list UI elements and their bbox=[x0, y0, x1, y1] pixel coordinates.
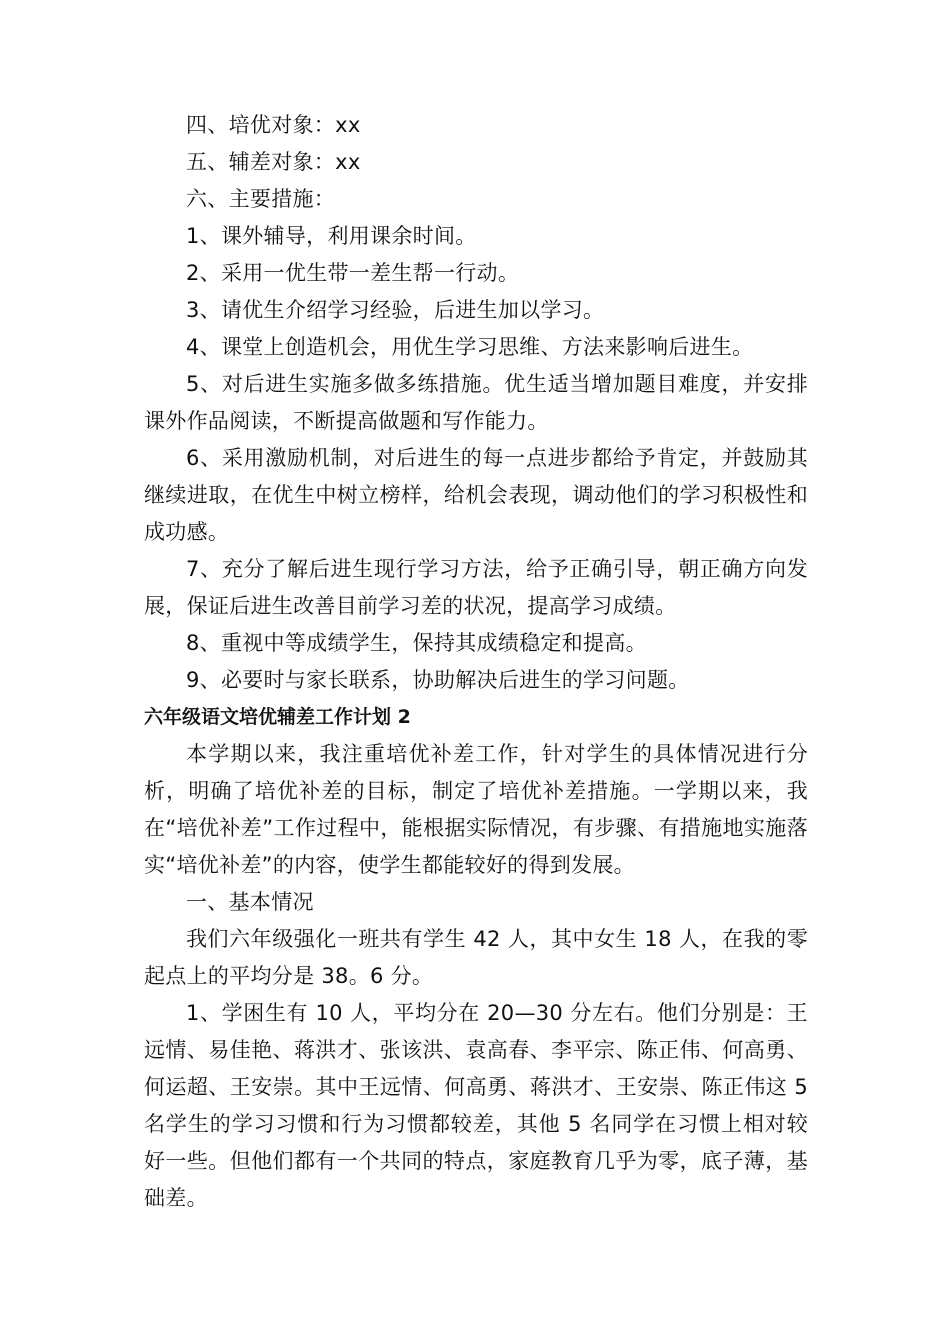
paragraph-measure-9: 9、必要时与家长联系，协助解决后进生的学习问题。 bbox=[186, 668, 690, 692]
paragraph-measure-8: 8、重视中等成绩学生，保持其成绩稳定和提高。 bbox=[186, 631, 647, 655]
paragraph-basic-heading: 一、基本情况 bbox=[186, 890, 314, 914]
paragraph-measure-2: 2、采用一优生带一差生帮一行动。 bbox=[186, 261, 520, 285]
paragraph-measure-7: 7、充分了解后进生现行学习方法，给予正确引导，朝正确方向发展，保证后进生改善目前学习差的状况，提高学习成绩。 bbox=[144, 557, 808, 618]
paragraph-measure-4: 4、课堂上创造机会，用优生学习思维、方法来影响后进生。 bbox=[186, 335, 754, 359]
paragraph-point-1: 1、学困生有 10 人，平均分在 20—30 分左右。他们分别是：王远情、易佳艳、蒋洪才、张该洪、袁高春、李平宗、陈正伟、何高勇、何运超、王安崇。其中王远情、何高勇、蒋洪才、王安崇、陈正伟这 5 名学生的学习习惯和行为习惯都较差，其他 5 名同学在习惯上相对较好一些。但他们都有一个共同的特点，家庭教育几乎为零，底子薄，基础差。 bbox=[144, 1001, 808, 1210]
paragraph-target-weak: 五、辅差对象：xx bbox=[186, 150, 361, 174]
paragraph-intro: 本学期以来，我注重培优补差工作，针对学生的具体情况进行分析，明确了培优补差的目标，制定了培优补差措施。一学期以来，我在“培优补差”工作过程中，能根据实际情况，有步骤、有措施地实施落实“培优补差”的内容，使学生都能较好的得到发展。 bbox=[144, 742, 808, 877]
paragraph-measure-5: 5、对后进生实施多做多练措施。优生适当增加题目难度，并安排课外作品阅读，不断提高做题和写作能力。 bbox=[144, 372, 808, 433]
paragraph-target-top: 四、培优对象：xx bbox=[186, 113, 361, 137]
paragraph-measure-6: 6、采用激励机制，对后进生的每一点进步都给予肯定，并鼓励其继续进取，在优生中树立榜样，给机会表现，调动他们的学习积极性和成功感。 bbox=[144, 446, 808, 544]
paragraph-measure-1: 1、课外辅导，利用课余时间。 bbox=[186, 224, 477, 248]
document-page bbox=[144, 107, 808, 1217]
paragraph-basic-text: 我们六年级强化一班共有学生 42 人，其中女生 18 人，在我的零起点上的平均分是 38。6 分。 bbox=[144, 927, 808, 988]
paragraph-measures-heading: 六、主要措施： bbox=[186, 187, 336, 211]
section-title: 六年级语文培优辅差工作计划 2 bbox=[144, 706, 411, 728]
paragraph-measure-3: 3、请优生介绍学习经验，后进生加以学习。 bbox=[186, 298, 605, 322]
